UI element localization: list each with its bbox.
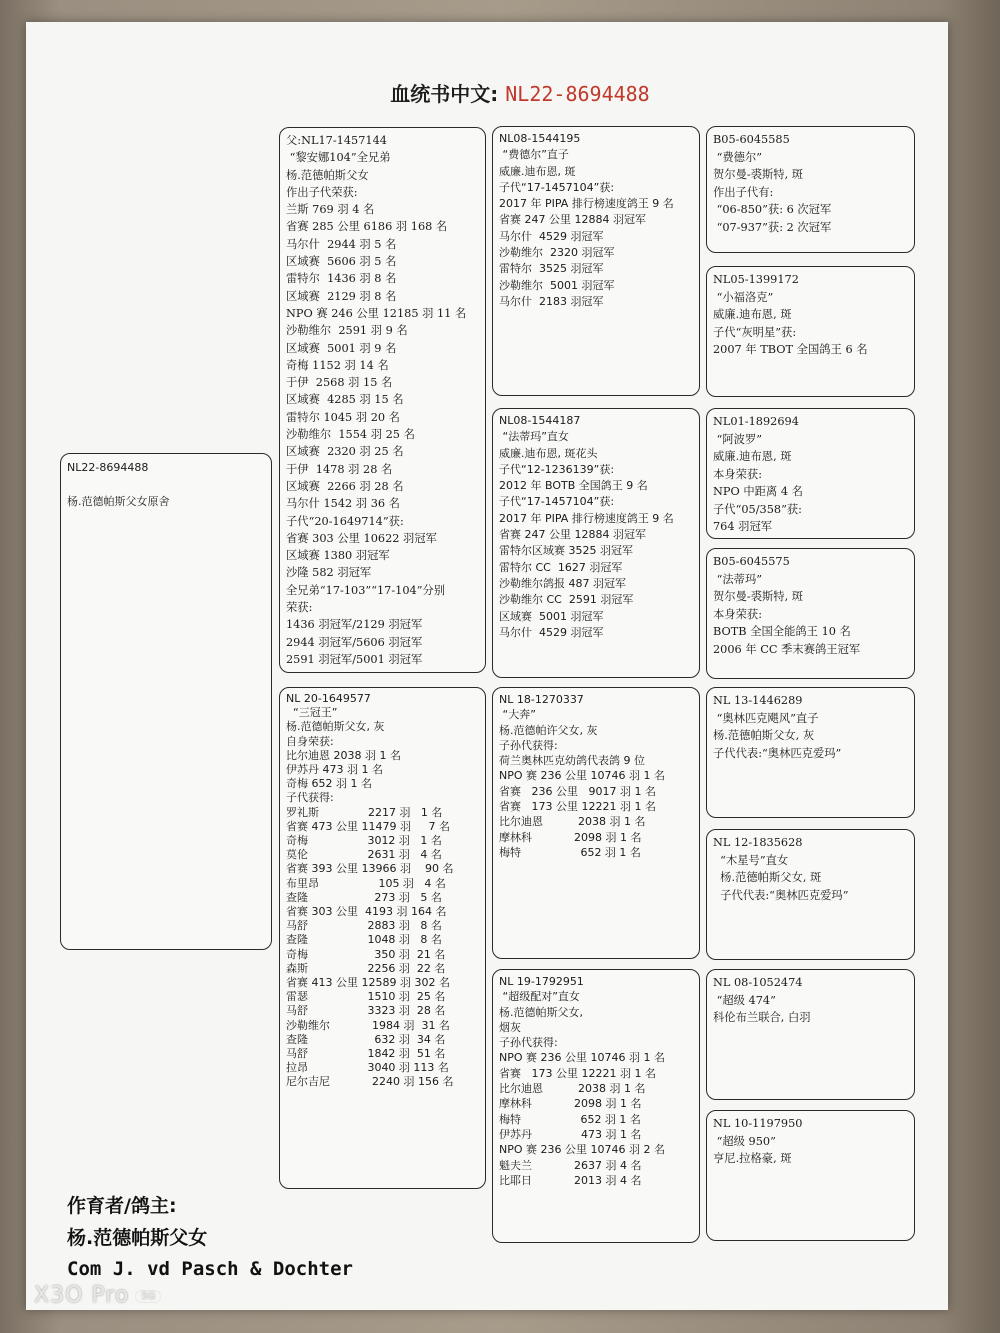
ggp3-line: 子代“05/358”获: [713, 502, 802, 516]
gdam1-line: 雷特尔区域赛 3525 羽冠军 [499, 544, 633, 558]
great-grandparent-1-box [706, 126, 915, 253]
mother-line: 拉昂 3040 羽 113 名 [286, 1061, 449, 1075]
mother-line: 杨.范德帕斯父女, 灰 [286, 720, 385, 734]
gsire1-line: 雷特尔 3525 羽冠军 [499, 262, 604, 276]
gdam1-line: 马尔什 4529 羽冠军 [499, 625, 604, 639]
dam-box [279, 687, 486, 1189]
mother-line: 省赛 473 公里 11479 羽 7 名 [286, 819, 450, 833]
father-line: 马尔什 1542 羽 36 名 [286, 497, 400, 511]
breeder-name-en: Com J. vd Pasch & Dochter [67, 1258, 353, 1280]
mother-line: 雷瑟 1510 羽 25 名 [286, 990, 446, 1004]
father-line: 马尔什 2944 羽 5 名 [286, 237, 397, 251]
father-line: 作出子代荣获: [286, 185, 358, 199]
gdam1-line: 子代“17-1457104”获: [499, 495, 615, 509]
ggp1-line: 作出子代有: [713, 185, 774, 199]
gdam1-line: 2012 年 BOTB 全国鸽王 9 名 [499, 479, 648, 493]
great-grandparent-3-box [706, 408, 915, 539]
ggp6-line: 子代代表:“奥林匹克爱玛” [713, 888, 849, 902]
gdam2-line: 摩林科 2098 羽 1 名 [499, 1097, 642, 1111]
gsire1-line: 马尔什 4529 羽冠军 [499, 229, 604, 243]
gdam1-line: 威廉.迪布恩, 斑花头 [499, 446, 598, 460]
father-line: 2944 羽冠军/5606 羽冠军 [286, 635, 423, 649]
ggp2-line: NL05-1399172 [713, 273, 799, 286]
grandsire-2-box [492, 687, 700, 959]
father-line: 1436 羽冠军/2129 羽冠军 [286, 618, 423, 632]
camera-brand: X3O Pro [34, 1283, 130, 1308]
ggp7-line: NL 08-1052474 [713, 976, 803, 989]
father-line: 区域赛 2320 羽 25 名 [286, 445, 404, 459]
ggp1-line: B05-6045585 [713, 133, 790, 146]
gdam2-line: NPO 赛 236 公里 10746 羽 2 名 [499, 1143, 665, 1157]
gsire2-line: 省赛 173 公里 12221 羽 1 名 [499, 800, 656, 814]
grandsire-1-box [492, 126, 700, 396]
ggp4-line: BOTB 全国全能鸽王 10 名 [713, 625, 851, 638]
ggp4-line: 本身荣获: [713, 607, 762, 621]
title-label: 血统书中文: [390, 82, 499, 106]
mother-line: NL 20-1649577 [286, 692, 371, 705]
mother-line: 奇梅 3012 羽 1 名 [286, 834, 442, 848]
gsire1-line: 省赛 247 公里 12884 羽冠军 [499, 213, 646, 227]
breeder-name-cn: 杨.范德帕斯父女 [67, 1227, 208, 1249]
gdam2-line: 比耶日 2013 羽 4 名 [499, 1173, 642, 1187]
father-line: 荣获: [286, 601, 313, 615]
gsire2-line: NL 18-1270337 [499, 693, 584, 706]
mother-line: 子代获得: [286, 791, 334, 805]
ggp5-line: NL 13-1446289 [713, 694, 803, 707]
subject-line: 杨.范德帕斯父女原舍 [67, 495, 170, 509]
gsire1-line: “费德尔”直子 [499, 148, 569, 162]
mother-line: 比尔迪恩 2038 羽 1 名 [286, 748, 401, 762]
ggp6-line: 杨.范德帕斯父女, 斑 [713, 871, 822, 884]
gdam2-line: 比尔迪恩 2038 羽 1 名 [499, 1082, 646, 1096]
gdam2-line: NPO 赛 236 公里 10746 羽 1 名 [499, 1051, 665, 1065]
page-title [0, 78, 1000, 107]
gsire1-line: 2017 年 PIPA 排行榜速度鸽王 9 名 [499, 197, 674, 211]
mother-line: 森斯 2256 羽 22 名 [286, 961, 446, 975]
ggp7-line: “超级 474” [713, 993, 776, 1007]
gdam2-line: 省赛 173 公里 12221 羽 1 名 [499, 1066, 656, 1080]
ggp3-line: 本身荣获: [713, 467, 762, 481]
gsire1-line: 沙勒维尔 5001 羽冠军 [499, 278, 615, 292]
gdam1-line: 沙勒维尔 CC 2591 羽冠军 [499, 593, 634, 607]
breeder-label: 作育者/鸽主: [67, 1195, 177, 1217]
ggp6-line: NL 12-1835628 [713, 836, 803, 849]
gsire1-line: 马尔什 2183 羽冠军 [499, 294, 604, 308]
gdam2-line: 杨.范德帕斯父女, [499, 1005, 583, 1019]
gdam2-line: 子孙代获得: [499, 1036, 558, 1050]
mother-line: 尼尔吉尼 2240 羽 156 名 [286, 1075, 454, 1089]
mother-line: 省赛 413 公里 12589 羽 302 名 [286, 976, 450, 990]
subject-box [60, 453, 272, 950]
father-line: 区域赛 2129 羽 8 名 [286, 289, 397, 303]
camera-watermark [34, 1283, 161, 1308]
ggp3-line: 764 羽冠军 [713, 520, 773, 533]
ggp3-line: NPO 中距离 4 名 [713, 485, 803, 498]
gsire2-line: “大奔” [499, 708, 536, 722]
gdam1-line: 子代“12-1236139”获: [499, 462, 615, 476]
father-line: 杨.范德帕斯父女 [286, 168, 369, 182]
gsire1-line: 威廉.迪布恩, 斑 [499, 164, 576, 178]
father-line: 子代“20-1649714”获: [286, 514, 404, 528]
gdam1-line: “法蒂玛”直女 [499, 430, 569, 444]
gdam2-line: NL 19-1792951 [499, 975, 584, 988]
gsire2-line: 杨.范德帕许父女, 灰 [499, 723, 598, 737]
mother-line: 自身荣获: [286, 734, 334, 748]
gdam1-line: 雷特尔 CC 1627 羽冠军 [499, 560, 623, 574]
ggp3-line: 威廉.迪布恩, 斑 [713, 450, 792, 463]
gdam2-line: 魁夫兰 2637 羽 4 名 [499, 1158, 642, 1172]
title-reg-number: NL22-8694488 [505, 82, 650, 106]
father-line: 2591 羽冠军/5001 羽冠军 [286, 652, 423, 666]
gdam1-line: 区域赛 5001 羽冠军 [499, 609, 604, 623]
father-line: 省赛 285 公里 6186 羽 168 名 [286, 220, 448, 234]
gsire1-line: 沙勒维尔 2320 羽冠军 [499, 246, 615, 260]
ggp8-line: NL 10-1197950 [713, 1117, 803, 1130]
gsire1-line: 子代“17-1457104”获: [499, 180, 615, 194]
father-line: 全兄弟“17-103”“17-104”分别 [286, 583, 446, 597]
ggp4-line: B05-6045575 [713, 555, 790, 568]
great-grandparent-8-box [706, 1110, 915, 1241]
mother-line: 查隆 1048 羽 8 名 [286, 933, 442, 947]
mother-line: 马舒 2883 羽 8 名 [286, 919, 442, 933]
granddam-2-box [492, 969, 700, 1243]
great-grandparent-2-box [706, 266, 915, 397]
mother-line: 省赛 303 公里 4193 羽 164 名 [286, 905, 447, 919]
father-line: 雷特尔 1436 羽 8 名 [286, 272, 397, 286]
great-grandparent-5-box [706, 687, 915, 818]
ggp5-line: 杨.范德帕斯父女, 灰 [713, 729, 815, 742]
ggp4-line: “法蒂玛” [713, 572, 763, 586]
gsire2-line: 比尔迪恩 2038 羽 1 名 [499, 815, 646, 829]
ggp2-line: “小福洛克” [713, 290, 774, 304]
great-grandparent-7-box [706, 969, 915, 1100]
father-line: 沙勒维尔 1554 羽 25 名 [286, 428, 415, 442]
father-line: 区域赛 5606 羽 5 名 [286, 255, 397, 269]
ggp8-line: 亨尼.拉格豪, 斑 [713, 1152, 792, 1165]
ggp1-line: 贺尔曼-裘斯特, 斑 [713, 168, 804, 181]
subject-line [67, 476, 265, 493]
mother-line: 省赛 393 公里 13966 羽 90 名 [286, 862, 454, 876]
gsire1-line: NL08-1544195 [499, 132, 581, 145]
gsire2-line: NPO 赛 236 公里 10746 羽 1 名 [499, 769, 665, 783]
gdam1-line: 2017 年 PIPA 排行榜速度鸽王 9 名 [499, 511, 674, 525]
sire-box [279, 127, 486, 673]
father-line: 区域赛 5001 羽 9 名 [286, 341, 397, 355]
father-line: 省赛 303 公里 10622 羽冠军 [286, 531, 437, 545]
father-line: 奇梅 1152 羽 14 名 [286, 358, 389, 372]
father-line: 于伊 1478 羽 28 名 [286, 462, 393, 476]
father-line: 雷特尔 1045 羽 20 名 [286, 410, 400, 424]
ggp3-line: “阿波罗” [713, 432, 763, 446]
gdam2-line: 梅特 652 羽 1 名 [499, 1112, 641, 1126]
ggp2-line: 子代“灰明星”获: [713, 325, 797, 339]
gdam1-line: NL08-1544187 [499, 414, 581, 427]
ggp3-line: NL01-1892694 [713, 415, 799, 428]
granddam-1-box [492, 408, 700, 678]
mother-line: 查隆 632 羽 34 名 [286, 1032, 446, 1046]
gsire2-line: 荷兰奥林匹克幼鸽代表鸽 9 位 [499, 754, 645, 768]
father-line: 兰斯 769 羽 4 名 [286, 203, 375, 217]
ggp2-line: 2007 年 TBOT 全国鸽王 6 名 [713, 343, 868, 356]
gsire2-line: 省赛 236 公里 9017 羽 1 名 [499, 784, 656, 798]
ggp6-line: “木星号”直女 [713, 853, 789, 867]
gsire2-line: 摩林科 2098 羽 1 名 [499, 830, 642, 844]
ggp7-line: 科伦布兰联合, 白羽 [713, 1011, 811, 1024]
father-line: 沙勒维尔 2591 羽 9 名 [286, 324, 408, 338]
subject-line: NL22-8694488 [67, 461, 149, 474]
gdam1-line: 沙勒维尔鸽报 487 羽冠军 [499, 576, 626, 590]
father-line: “黎安娜104”全兄弟 [286, 151, 391, 165]
ggp4-line: 贺尔曼-裘斯特, 斑 [713, 590, 804, 603]
ggp5-line: “奥林匹克飓风”直子 [713, 711, 819, 725]
father-line: 区域赛 1380 羽冠军 [286, 549, 390, 563]
father-line: 父:NL17-1457144 [286, 134, 387, 147]
mother-line: 莫伦 2631 羽 4 名 [286, 848, 442, 862]
ggp8-line: “超级 950” [713, 1134, 776, 1148]
gdam1-line: 省赛 247 公里 12884 羽冠军 [499, 528, 646, 542]
gsire2-line: 子孙代获得: [499, 738, 558, 752]
mother-line: 奇梅 350 羽 21 名 [286, 947, 446, 961]
gdam2-line: 伊苏丹 473 羽 1 名 [499, 1127, 642, 1141]
mother-line: 伊苏丹 473 羽 1 名 [286, 763, 383, 777]
father-line: NPO 赛 246 公里 12185 羽 11 名 [286, 306, 467, 320]
gdam2-line: “超级配对”直女 [499, 990, 580, 1004]
mother-line: 查隆 273 羽 5 名 [286, 890, 442, 904]
gdam2-line: 烟灰 [499, 1020, 521, 1034]
gsire2-line: 梅特 652 羽 1 名 [499, 845, 641, 859]
breeder-block [67, 1190, 353, 1284]
father-line: 沙隆 582 羽冠军 [286, 566, 372, 580]
mother-line: 沙勒维尔 1984 羽 31 名 [286, 1018, 450, 1032]
ggp4-line: 2006 年 CC 季末赛鸽王冠军 [713, 642, 861, 656]
father-line: 区域赛 2266 羽 28 名 [286, 479, 404, 493]
great-grandparent-6-box [706, 829, 915, 960]
father-line: 于伊 2568 羽 15 名 [286, 376, 393, 390]
mother-line: “三冠王” [286, 706, 338, 720]
father-line: 区域赛 4285 羽 15 名 [286, 393, 404, 407]
great-grandparent-4-box [706, 548, 915, 679]
ggp1-line: “费德尔” [713, 150, 763, 164]
ggp1-line: “07-937”获: 2 次冠军 [713, 220, 832, 234]
camera-5g-badge: 5G [135, 1290, 161, 1303]
mother-line: 罗礼斯 2217 羽 1 名 [286, 805, 443, 819]
ggp1-line: “06-850”获: 6 次冠军 [713, 203, 832, 216]
mother-line: 奇梅 652 羽 1 名 [286, 777, 372, 791]
mother-line: 马舒 3323 羽 28 名 [286, 1004, 446, 1018]
ggp5-line: 子代代表:“奥林匹克爱玛” [713, 746, 842, 760]
ggp2-line: 威廉.迪布恩, 斑 [713, 308, 792, 321]
mother-line: 马舒 1842 羽 51 名 [286, 1047, 446, 1061]
mother-line: 布里昂 105 羽 4 名 [286, 876, 446, 890]
